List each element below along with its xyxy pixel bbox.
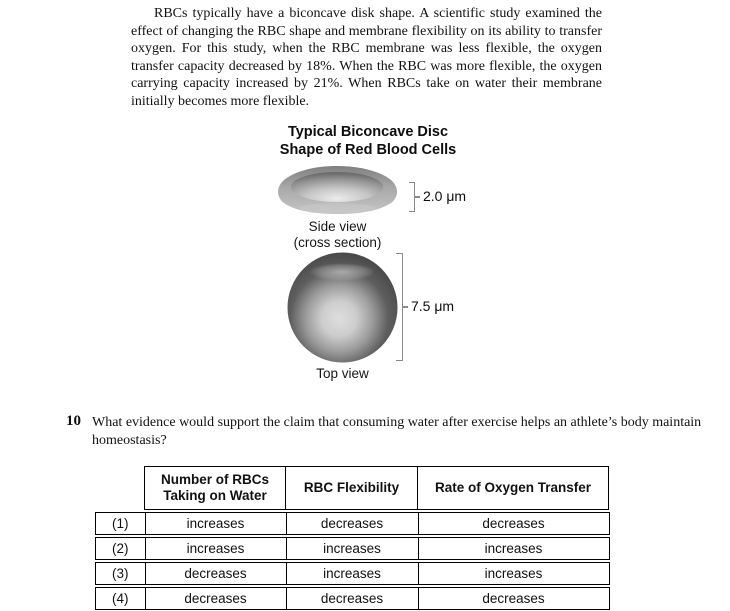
side-measurement-label: 2.0 μm (423, 188, 467, 204)
table-cell: decreases (286, 588, 418, 609)
side-view-caption (275, 219, 400, 251)
side-measurement-tick (414, 196, 420, 198)
rbc-top-view-image (287, 252, 398, 363)
top-measurement-label: 7.5 μm (411, 298, 455, 314)
choice-label-3: (3) (112, 566, 129, 581)
table-cell: increases (418, 538, 609, 559)
table-cell: decreases (145, 588, 286, 609)
question-number: 10 (66, 413, 81, 429)
top-view-caption: Top view (316, 366, 369, 381)
figure-title (234, 123, 502, 159)
question-text: What evidence would support the claim that consuming water after exercise helps an athlete’s body maintain homeostasis? (92, 415, 702, 448)
side-view-caption-line1: Side view (308, 219, 367, 234)
column-header-2: RBC Flexibility (285, 467, 417, 509)
table-cell: decreases (418, 588, 609, 609)
figure-title-line2: Shape of Red Blood Cells (279, 142, 457, 158)
answer-table (95, 466, 610, 610)
table-header-row (144, 466, 609, 510)
table-cell: increases (145, 538, 286, 559)
table-cell: decreases (418, 513, 609, 534)
passage-paragraph: RBCs typically have a biconcave disk shape. A scientific study examined the effect of changing the RBC shape and membrane flexibility on its ability to transfer oxygen. For this study, when the RBC membrane was less flexible, the oxygen transfer capacity decreased by 18%. When the RBC was more flexible, the oxygen carrying capacity increased by 21%. When RBCs take on water their membrane initially becomes more flexible. (131, 6, 602, 109)
answer-row-2 (95, 537, 610, 560)
answer-row-1 (95, 512, 610, 535)
table-cell: increases (418, 563, 609, 584)
answer-row-3 (95, 562, 610, 585)
table-body (95, 512, 610, 610)
column-header-1: Number of RBCs Taking on Water (160, 472, 269, 503)
table-cell: decreases (286, 513, 418, 534)
column-header-3: Rate of Oxygen Transfer (417, 467, 608, 509)
choice-label-4: (4) (112, 591, 129, 606)
table-cell: increases (286, 563, 418, 584)
table-cell: decreases (145, 563, 286, 584)
side-view-caption-line2: (cross section) (293, 235, 382, 250)
answer-row-4 (95, 587, 610, 610)
choice-label-2: (2) (112, 541, 129, 556)
figure-title-line1: Typical Biconcave Disc (287, 124, 449, 140)
table-cell: increases (286, 538, 418, 559)
rbc-side-view-image (275, 164, 400, 216)
table-cell: increases (145, 513, 286, 534)
choice-label-1: (1) (112, 516, 129, 531)
top-measurement-tick (402, 306, 408, 308)
